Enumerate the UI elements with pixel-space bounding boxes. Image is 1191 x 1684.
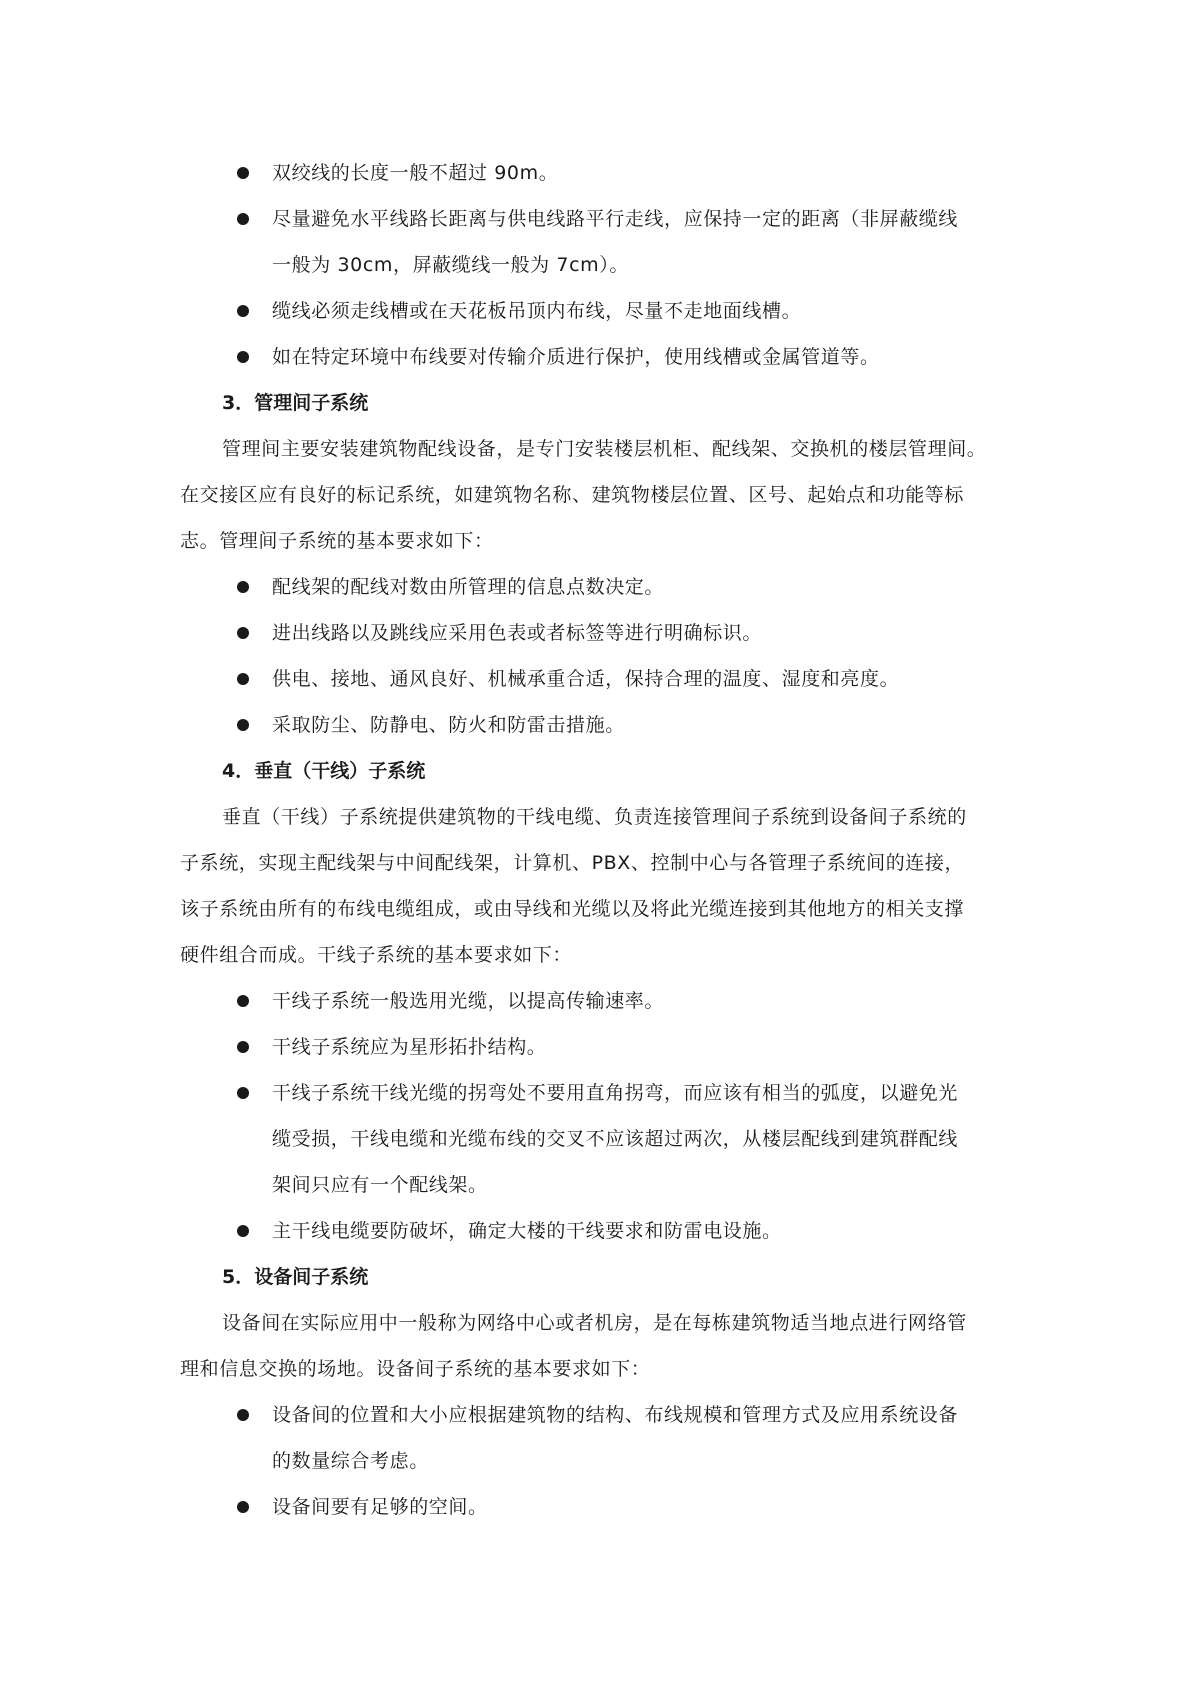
bullet-item — [180, 656, 1015, 702]
paragraph-line: 在交接区应有良好的标记系统，如建筑物名称、建筑物楼层位置、区号、起始点和功能等标 — [180, 484, 965, 506]
bullet-line: 一般为 30cm，屏蔽缆线一般为 7cm）。 — [272, 254, 629, 276]
paragraph-line: 硬件组合而成。干线子系统的基本要求如下： — [180, 944, 573, 966]
paragraph — [180, 794, 1015, 978]
bullet-item — [180, 288, 1015, 334]
page-content — [180, 150, 1015, 1530]
bullet-dot-icon — [237, 305, 249, 317]
bullet-line: 尽量避免水平线路长距离与供电线路平行走线，应保持一定的距离（非屏蔽缆线 — [272, 208, 959, 230]
paragraph-line: 设备间在实际应用中一般称为网络中心或者机房，是在每栋建筑物适当地点进行网络管 — [222, 1312, 967, 1334]
bullet-list — [180, 1392, 1015, 1530]
bullet-dot-icon — [237, 627, 249, 639]
bullet-dot-icon — [237, 1409, 249, 1421]
bullet-item — [180, 610, 1015, 656]
bullet-list — [180, 978, 1015, 1254]
bullet-line: 双绞线的长度一般不超过 90m。 — [272, 162, 559, 184]
bullet-dot-icon — [237, 995, 249, 1007]
bullet-dot-icon — [237, 719, 249, 731]
bullet-list — [180, 150, 1015, 380]
bullet-item — [180, 1392, 1015, 1484]
bullet-dot-icon — [237, 1041, 249, 1053]
paragraph-line: 该子系统由所有的布线电缆组成，或由导线和光缆以及将此光缆连接到其他地方的相关支撑 — [180, 898, 965, 920]
section-heading: 5．设备间子系统 — [222, 1266, 369, 1288]
bullet-line: 缆线必须走线槽或在天花板吊顶内布线，尽量不走地面线槽。 — [272, 300, 802, 322]
bullet-item — [180, 1024, 1015, 1070]
bullet-dot-icon — [237, 1087, 249, 1099]
paragraph-line: 子系统，实现主配线架与中间配线架，计算机、PBX、控制中心与各管理子系统间的连接， — [180, 852, 965, 874]
bullet-item — [180, 978, 1015, 1024]
bullet-line: 采取防尘、防静电、防火和防雷击措施。 — [272, 714, 625, 736]
bullet-dot-icon — [237, 1225, 249, 1237]
bullet-line: 架间只应有一个配线架。 — [272, 1174, 488, 1196]
section-heading: 3．管理间子系统 — [222, 392, 369, 414]
bullet-item — [180, 1208, 1015, 1254]
paragraph-line: 管理间主要安装建筑物配线设备，是专门安装楼层机柜、配线架、交换机的楼层管理间。 — [222, 438, 987, 460]
bullet-item — [180, 334, 1015, 380]
bullet-item — [180, 1484, 1015, 1530]
bullet-line: 如在特定环境中布线要对传输介质进行保护，使用线槽或金属管道等。 — [272, 346, 880, 368]
bullet-item — [180, 564, 1015, 610]
bullet-line: 设备间要有足够的空间。 — [272, 1496, 488, 1518]
bullet-line: 干线子系统干线光缆的拐弯处不要用直角拐弯，而应该有相当的弧度，以避免光 — [272, 1082, 959, 1104]
bullet-list — [180, 564, 1015, 748]
bullet-dot-icon — [237, 673, 249, 685]
bullet-dot-icon — [237, 351, 249, 363]
bullet-line: 供电、接地、通风良好、机械承重合适，保持合理的温度、湿度和亮度。 — [272, 668, 900, 690]
paragraph — [180, 1300, 1015, 1392]
bullet-item — [180, 1070, 1015, 1208]
section-heading: 4．垂直（干线）子系统 — [222, 760, 426, 782]
bullet-line: 设备间的位置和大小应根据建筑物的结构、布线规模和管理方式及应用系统设备 — [272, 1404, 959, 1426]
bullet-line: 进出线路以及跳线应采用色表或者标签等进行明确标识。 — [272, 622, 763, 644]
bullet-dot-icon — [237, 213, 249, 225]
paragraph-line: 理和信息交换的场地。设备间子系统的基本要求如下： — [180, 1358, 651, 1380]
bullet-dot-icon — [237, 1501, 249, 1513]
bullet-line: 主干线电缆要防破坏，确定大楼的干线要求和防雷电设施。 — [272, 1220, 782, 1242]
paragraph — [180, 426, 1015, 564]
paragraph-line: 垂直（干线）子系统提供建筑物的干线电缆、负责连接管理间子系统到设备间子系统的 — [222, 806, 967, 828]
bullet-line: 的数量综合考虑。 — [272, 1450, 429, 1472]
bullet-line: 缆受损，干线电缆和光缆布线的交叉不应该超过两次，从楼层配线到建筑群配线 — [272, 1128, 959, 1150]
bullet-line: 干线子系统应为星形拓扑结构。 — [272, 1036, 547, 1058]
bullet-line: 干线子系统一般选用光缆，以提高传输速率。 — [272, 990, 665, 1012]
bullet-item — [180, 150, 1015, 196]
bullet-item — [180, 702, 1015, 748]
bullet-line: 配线架的配线对数由所管理的信息点数决定。 — [272, 576, 665, 598]
paragraph-line: 志。管理间子系统的基本要求如下： — [180, 530, 494, 552]
bullet-dot-icon — [237, 581, 249, 593]
bullet-dot-icon — [237, 167, 249, 179]
bullet-item — [180, 196, 1015, 288]
